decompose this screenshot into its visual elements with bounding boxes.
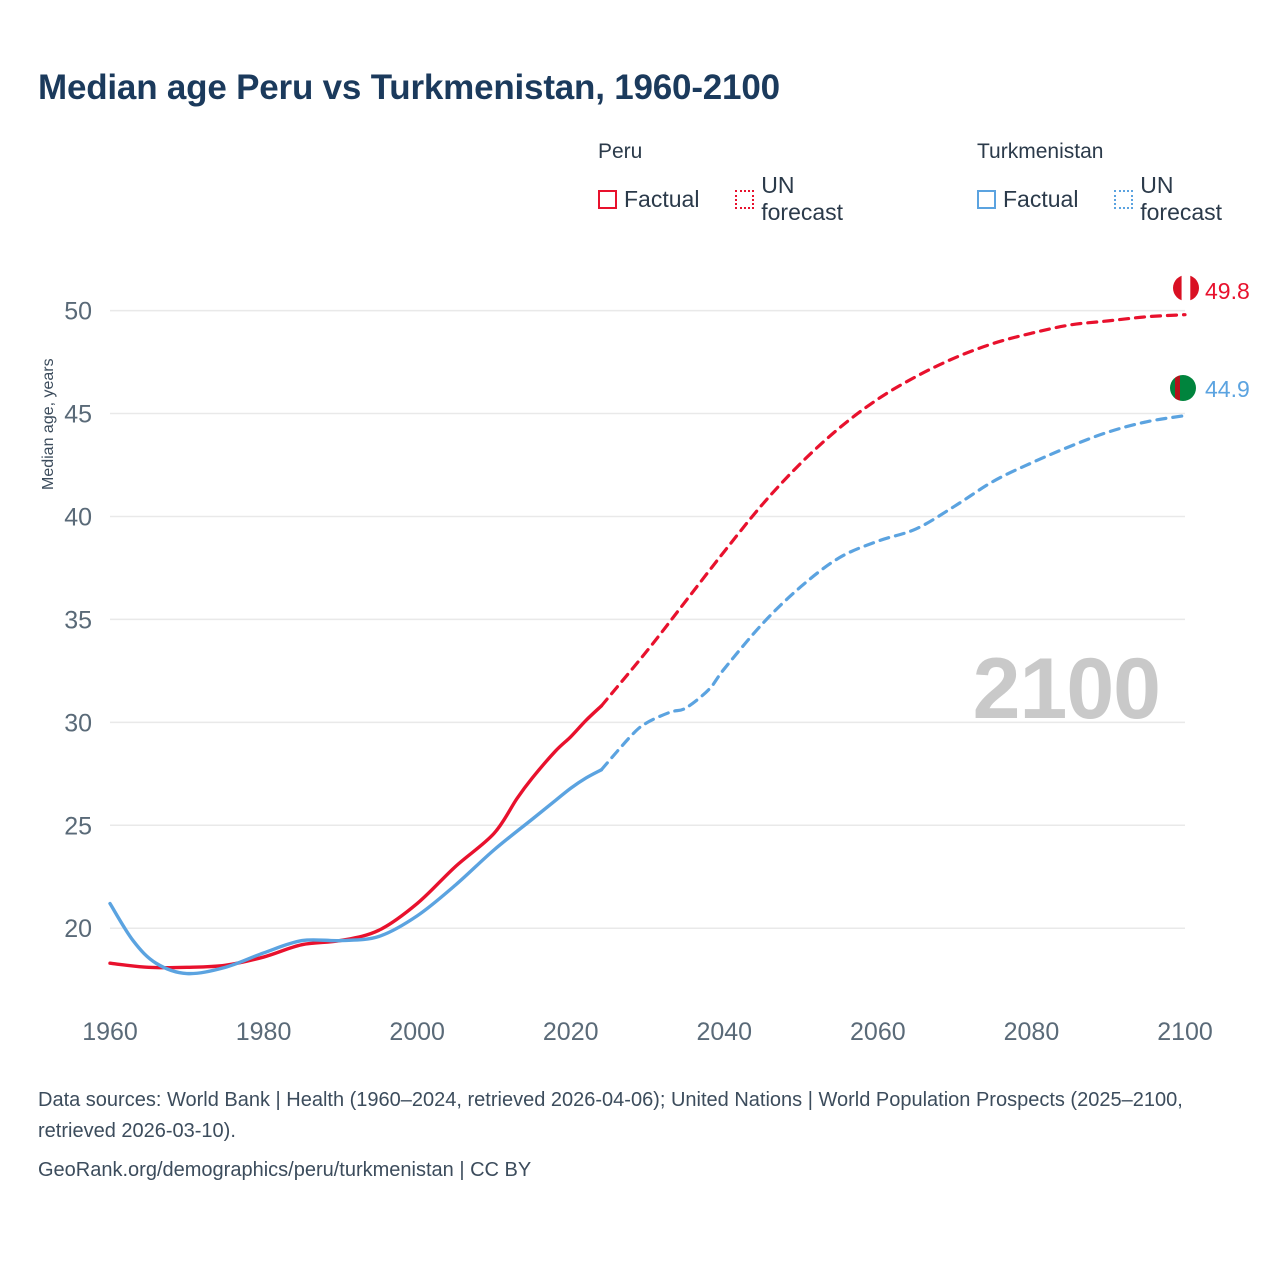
svg-text:25: 25: [64, 812, 92, 841]
legend-group-title: Turkmenistan: [977, 140, 1104, 163]
footer: [38, 1085, 1188, 1186]
legend-swatch-icon: [735, 190, 754, 209]
legend-swatch-icon: [1114, 190, 1133, 209]
turkmenistan-end-value: 44.9: [1205, 376, 1250, 402]
svg-text:2020: 2020: [542, 1018, 599, 1046]
data-sources-text: Data sources: World Bank | Health (1960–2024, retrieved 2026-04-06); United Nations | World Population Prospects (2025–2100, retrieved 2026-03-10).: [38, 1089, 1183, 1142]
legend-item-label: Factual: [624, 185, 700, 212]
svg-text:2000: 2000: [389, 1018, 445, 1046]
svg-text:1980: 1980: [235, 1018, 292, 1046]
y-axis-label: Median age, years: [40, 358, 57, 490]
svg-text:20: 20: [64, 915, 92, 944]
svg-text:50: 50: [64, 297, 92, 326]
legend-item-turkmenistan-factual[interactable]: [977, 172, 1078, 226]
year-watermark: 2100: [972, 641, 1160, 737]
legend-item-turkmenistan-forecast[interactable]: [1114, 172, 1260, 226]
svg-text:2040: 2040: [696, 1018, 753, 1046]
svg-text:2060: 2060: [850, 1018, 906, 1046]
chart-legend: [560, 140, 1260, 226]
legend-item-peru-factual[interactable]: [598, 172, 699, 226]
legend-group-title: Peru: [598, 140, 643, 163]
turkmenistan-flag-icon: [1170, 375, 1196, 401]
svg-text:1960: 1960: [82, 1018, 138, 1046]
legend-group-peru: [598, 140, 881, 226]
peru-flag-icon: [1173, 275, 1199, 301]
legend-item-label: UN forecast: [761, 172, 844, 225]
page-title: Median age Peru vs Turkmenistan, 1960-2100: [38, 68, 780, 107]
legend-item-peru-forecast[interactable]: [735, 172, 881, 226]
svg-text:2080: 2080: [1003, 1018, 1060, 1046]
svg-text:35: 35: [64, 606, 92, 635]
svg-text:30: 30: [64, 709, 92, 738]
legend-swatch-icon: [598, 190, 617, 209]
svg-text:2100: 2100: [1157, 1018, 1213, 1046]
peru-end-value: 49.8: [1205, 278, 1250, 304]
legend-item-label: UN forecast: [1140, 172, 1223, 225]
svg-text:45: 45: [64, 400, 92, 429]
legend-group-turkmenistan: [977, 140, 1260, 226]
legend-item-label: Factual: [1003, 185, 1079, 212]
legend-swatch-icon: [977, 190, 996, 209]
svg-text:40: 40: [64, 503, 92, 532]
attribution-text: GeoRank.org/demographics/peru/turkmenistan | CC BY: [38, 1159, 532, 1181]
